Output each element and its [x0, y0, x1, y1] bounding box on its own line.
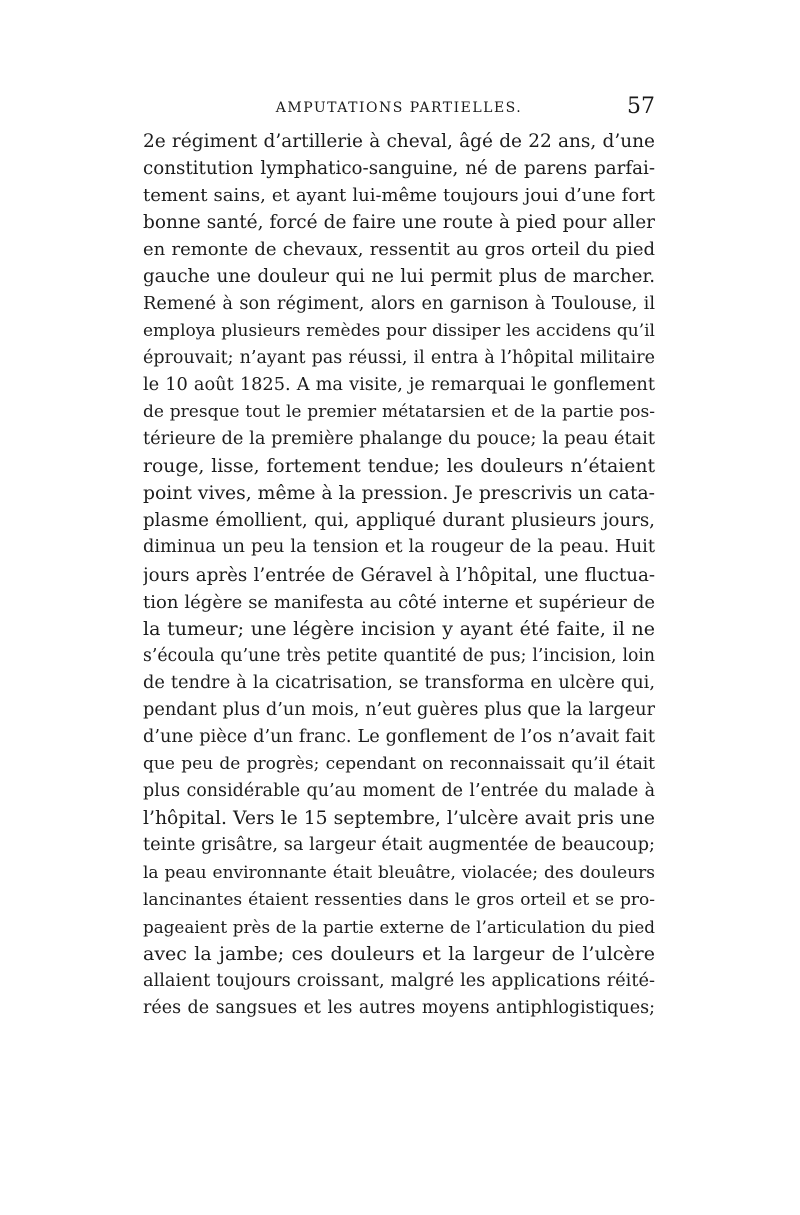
text-line: d’une pièce d’un franc. Le gonflement de l’os n’avait fait [143, 727, 655, 748]
text-line: pendant plus d’un mois, n’eut guères plus que la largeur [143, 699, 655, 720]
text-line: térieure de la première phalange du pouce; la peau était [143, 429, 655, 450]
running-head: AMPUTATIONS PARTIELLES. [275, 100, 523, 116]
text-line: la peau environnante était bleuâtre, violacée; des douleurs [143, 862, 655, 883]
text-line: le 10 août 1825. A ma visite, je remarquai le gonflement [143, 374, 655, 395]
text-line: plasme émollient, qui, appliqué durant plusieurs jours, [143, 510, 655, 532]
text-line: constitution lymphatico-sanguine, né de parens parfai- [143, 158, 655, 180]
text-line: rouge, lisse, fortement tendue; les douleurs n’étaient [143, 456, 655, 478]
text-line: allaient toujours croissant, malgré les applications réité- [143, 970, 655, 991]
text-line: rées de sangsues et les autres moyens antiphlogistiques; [143, 998, 655, 1018]
body-text [143, 128, 655, 1022]
text-line: l’hôpital. Vers le 15 septembre, l’ulcère avait pris une [143, 808, 655, 830]
text-line: la tumeur; une légère incision y ayant été faite, il ne [143, 617, 655, 640]
text-line: de tendre à la cicatrisation, se transforma en ulcère qui, [143, 672, 655, 693]
text-line: tement sains, et ayant lui-même toujours joui d’une fort [143, 185, 655, 207]
text-line: teinte grisâtre, sa largeur était augmentée de beaucoup; [143, 835, 655, 856]
text-line: point vives, même à la pression. Je prescrivis un cata- [143, 483, 655, 505]
text-line: tion légère se manifesta au côté interne et supérieur de [143, 591, 655, 613]
text-line: en remonte de chevaux, ressentit au gros orteil du pied [143, 239, 655, 261]
text-line: pageaient près de la partie externe de l’articulation du pied [143, 916, 655, 937]
text-line: gauche une douleur qui ne lui permit plus de marcher. [143, 266, 655, 288]
text-line: s’écoula qu’une très petite quantité de pus; l’incision, loin [143, 645, 655, 666]
text-line: lancinantes étaient ressenties dans le gros orteil et se pro- [143, 889, 655, 910]
text-line: diminua un peu la tension et la rougeur de la peau. Huit [143, 537, 655, 558]
text-line: avec la jambe; ces douleurs et la largeur de l’ulcère [143, 942, 655, 965]
page-number: 57 [627, 94, 655, 119]
text-line: Remené à son régiment, alors en garnison à Toulouse, il [143, 293, 655, 314]
text-line: plus considérable qu’au moment de l’entrée du malade à [143, 781, 655, 802]
text-line: employa plusieurs remèdes pour dissiper les accidens qu’il [143, 320, 655, 341]
text-line: jours après l’entrée de Géravel à l’hôpital, une fluctua- [143, 564, 655, 586]
text-line: que peu de progrès; cependant on reconnaissait qu’il était [143, 754, 655, 775]
text-line: 2e régiment d’artillerie à cheval, âgé de 22 ans, d’une [143, 131, 655, 152]
page-header [143, 94, 655, 124]
text-line: bonne santé, forcé de faire une route à pied pour aller [143, 212, 655, 234]
text-line: de presque tout le premier métatarsien et de la partie pos- [143, 401, 655, 422]
text-line: éprouvait; n’ayant pas réussi, il entra à l’hôpital militaire [143, 347, 655, 368]
